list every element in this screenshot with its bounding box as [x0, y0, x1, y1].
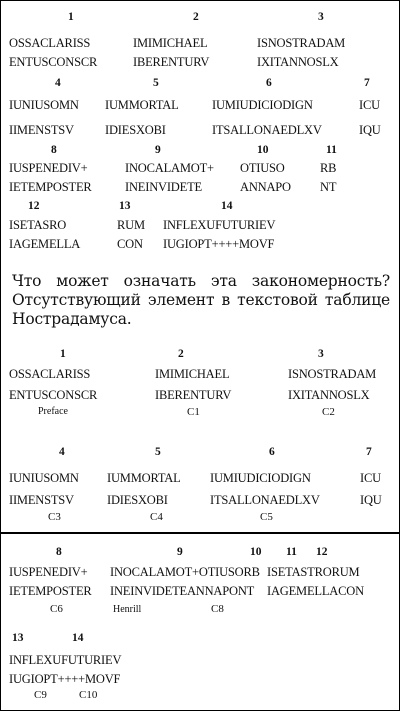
quatrain-caption: C5: [260, 511, 273, 523]
cipher-cell: IXITANNOSLX: [257, 55, 339, 69]
quatrain-caption: C6: [50, 603, 63, 615]
cipher-cell: IUSPENEDIV+: [9, 161, 88, 175]
cipher-cell: RB: [320, 161, 337, 175]
quatrain-caption: C4: [150, 511, 163, 523]
column-number: 13: [119, 200, 131, 212]
cipher-cell: IUNIUSOMN: [9, 98, 79, 112]
cipher-cell: IBERENTURV: [133, 55, 210, 69]
cipher-cell: IUNIUSOMN: [9, 471, 79, 485]
column-number: 7: [364, 77, 370, 89]
cipher-cell: INEINVIDETEANNAPONT: [110, 584, 255, 598]
cipher-cell: IUMIUDICIODIGN: [210, 471, 311, 485]
cipher-cell: INFLEXUFUTURIEV: [9, 653, 122, 667]
column-number: 13: [12, 632, 24, 644]
cipher-cell: ISNOSTRADAM: [257, 36, 346, 50]
column-number: 7: [366, 446, 372, 458]
column-number: 3: [318, 348, 324, 360]
cipher-cell: IUMMORTAL: [107, 471, 181, 485]
cipher-cell: IMIMICHAEL: [155, 367, 230, 381]
column-number: 8: [56, 546, 62, 558]
cipher-cell: IAGEMELLA: [9, 237, 81, 251]
cipher-cell: IIMENSTSV: [9, 493, 74, 507]
column-number: 4: [59, 446, 65, 458]
cipher-cell: INFLEXUFUTURIEV: [163, 218, 276, 232]
column-number: 10: [250, 546, 262, 558]
cipher-cell: IQU: [359, 123, 381, 137]
cipher-cell: OTIUSO: [240, 161, 285, 175]
cipher-cell: IQU: [360, 493, 382, 507]
cipher-cell: IBERENTURV: [155, 388, 232, 402]
column-number: 12: [28, 200, 40, 212]
column-number: 2: [178, 348, 184, 360]
quatrain-caption: C1: [187, 406, 200, 418]
section-divider: [0, 532, 400, 534]
quatrain-caption: C2: [322, 406, 335, 418]
column-number: 11: [286, 546, 297, 558]
cipher-cell: IDIESXOBI: [105, 123, 166, 137]
column-number: 1: [68, 11, 74, 23]
cipher-cell: IXITANNOSLX: [288, 388, 370, 402]
column-number: 5: [153, 77, 159, 89]
quatrain-caption: C8: [211, 603, 224, 615]
column-number: 6: [266, 77, 272, 89]
cipher-cell: ITSALLONAEDLXV: [210, 493, 320, 507]
cipher-cell: CON: [117, 237, 143, 251]
column-number: 5: [155, 446, 161, 458]
cipher-cell: RUM: [117, 218, 145, 232]
cipher-cell: ICU: [359, 98, 380, 112]
quatrain-caption: Preface: [38, 406, 68, 417]
cipher-cell: IUMMORTAL: [105, 98, 179, 112]
quatrain-caption: C10: [79, 689, 98, 701]
quatrain-caption: C9: [34, 689, 47, 701]
cipher-cell: INOCALAMOT+: [125, 161, 214, 175]
cipher-cell: ENTUSCONSCR: [9, 388, 98, 402]
cipher-cell: OSSACLARISS: [9, 36, 91, 50]
column-number: 6: [269, 446, 275, 458]
cipher-cell: NT: [320, 180, 337, 194]
cipher-cell: ISETASRO: [9, 218, 67, 232]
cipher-cell: IDIESXOBI: [107, 493, 168, 507]
column-number: 2: [193, 11, 199, 23]
cipher-cell: ANNAPO: [240, 180, 291, 194]
cipher-cell: ISETASTRORUM: [267, 565, 360, 579]
cipher-cell: IETEMPOSTER: [9, 584, 92, 598]
column-number: 14: [72, 632, 84, 644]
cipher-cell: IMIMICHAEL: [133, 36, 208, 50]
question-paragraph: Что может означать эта закономерность? Отсутствующий элемент в текстовой таблице Нострадамуса.: [12, 272, 390, 328]
column-number: 11: [326, 144, 337, 156]
cipher-cell: IUSPENEDIV+: [9, 565, 88, 579]
cipher-cell: IETEMPOSTER: [9, 180, 92, 194]
column-number: 4: [55, 77, 61, 89]
column-number: 1: [60, 348, 66, 360]
column-number: 9: [177, 546, 183, 558]
cipher-cell: IAGEMELLACON: [267, 584, 364, 598]
cipher-cell: IUGIOPT++++MOVF: [9, 672, 121, 686]
cipher-cell: ISNOSTRADAM: [288, 367, 377, 381]
cipher-cell: IUMIUDICIODIGN: [212, 98, 313, 112]
column-number: 8: [51, 144, 57, 156]
quatrain-caption: C3: [48, 511, 61, 523]
column-number: 12: [316, 546, 328, 558]
cipher-cell: ITSALLONAEDLXV: [212, 123, 322, 137]
cipher-cell: INOCALAMOT+OTIUSORB: [110, 565, 260, 579]
cipher-cell: OSSACLARISS: [9, 367, 91, 381]
cipher-cell: INEINVIDETE: [125, 180, 202, 194]
column-number: 9: [155, 144, 161, 156]
column-number: 10: [257, 144, 269, 156]
cipher-cell: IUGIOPT++++MOVF: [163, 237, 275, 251]
quatrain-caption: Henrill: [113, 604, 142, 615]
cipher-cell: ICU: [360, 471, 381, 485]
cipher-cell: ENTUSCONSCR: [9, 55, 98, 69]
column-number: 14: [221, 200, 233, 212]
column-number: 3: [318, 11, 324, 23]
cipher-cell: IIMENSTSV: [9, 123, 74, 137]
